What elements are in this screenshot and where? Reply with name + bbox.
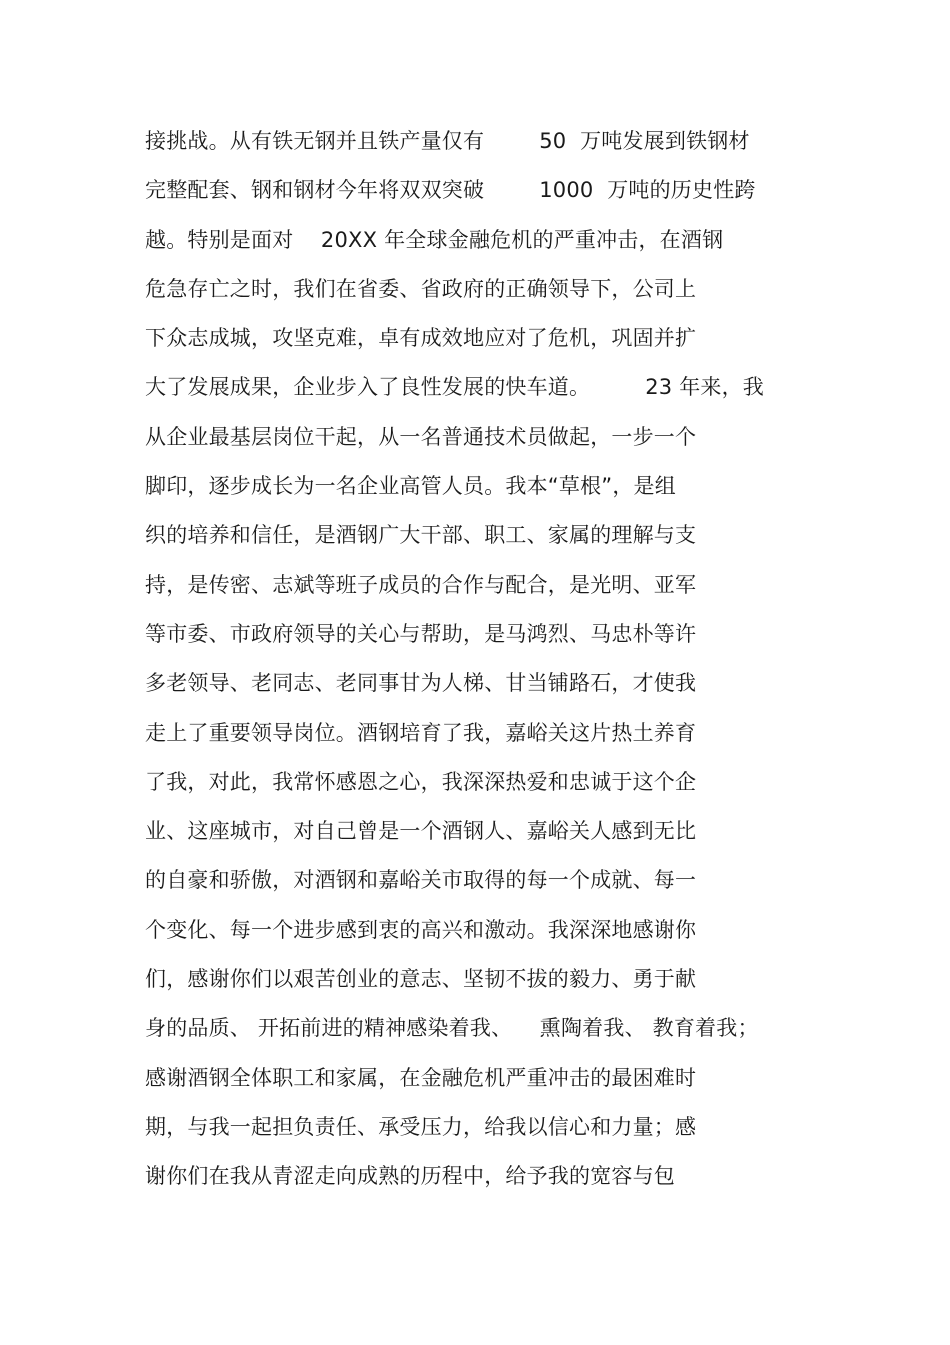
text-line-4: 危急存亡之时，我们在省委、省政府的正确领导下，公司上: [145, 276, 697, 301]
text-line-7: 从企业最基层岗位干起，从一名普通技术员做起，一步一个: [145, 424, 697, 449]
text-line-13: 走上了重要领导岗位。酒钢培育了我，嘉峪关这片热土养育: [145, 720, 697, 745]
text-line-11: 等市委、市政府领导的关心与帮助，是马鸿烈、马忠朴等许: [145, 621, 697, 646]
text-line-14: 了我，对此，我常怀感恩之心，我深深热爱和忠诚于这个企: [145, 769, 697, 794]
text-line-1: 接挑战。从有铁无钢并且铁产量仅有 50 万吨发展到铁钢材: [145, 129, 750, 153]
text-line-20: 感谢酒钢全体职工和家属，在金融危机严重冲击的最困难时: [145, 1065, 697, 1090]
text-line-15: 业、这座城市，对自己曾是一个酒钢人、嘉峪关人感到无比: [145, 819, 697, 844]
text-line-18: 们，感谢你们以艰苦创业的意志、坚韧不拔的毅力、勇于献: [145, 967, 697, 992]
text-line-3: 越。特别是面对 20XX 年全球金融危机的严重冲击，在酒钢: [145, 227, 724, 252]
text-line-5: 下众志成城，攻坚克难，卓有成效地应对了危机，巩固并扩: [145, 326, 697, 351]
text-line-9: 织的培养和信任，是酒钢广大干部、职工、家属的理解与支: [145, 523, 697, 548]
text-line-21: 期，与我一起担负责任、承受压力，给我以信心和力量；感: [145, 1114, 697, 1139]
text-line-8: 脚印，逐步成长为一名企业高管人员。我本“草根”，是组: [145, 474, 676, 499]
text-line-22: 谢你们在我从青涩走向成熟的历程中，给予我的宽容与包: [145, 1164, 675, 1189]
text-line-17: 个变化、每一个进步感到衷的高兴和激动。我深深地感谢你: [145, 917, 697, 942]
text-line-12: 多老领导、老同志、老同事甘为人梯、甘当铺路石，才使我: [145, 671, 697, 696]
text-line-16: 的自豪和骄傲，对酒钢和嘉峪关市取得的每一个成就、每一: [145, 868, 697, 893]
text-line-19: 身的品质、 开拓前进的精神感染着我、 熏陶着我、 教育着我；: [145, 1016, 759, 1041]
text-line-2: 完整配套、钢和钢材今年将双双突破 1000 万吨的历史性跨: [145, 178, 756, 203]
text-line-6: 大了发展成果，企业步入了良性发展的快车道。 23 年来，我: [145, 375, 764, 400]
body-text: [145, 121, 845, 1206]
text-line-10: 持，是传密、志斌等班子成员的合作与配合，是光明、亚军: [145, 572, 697, 597]
